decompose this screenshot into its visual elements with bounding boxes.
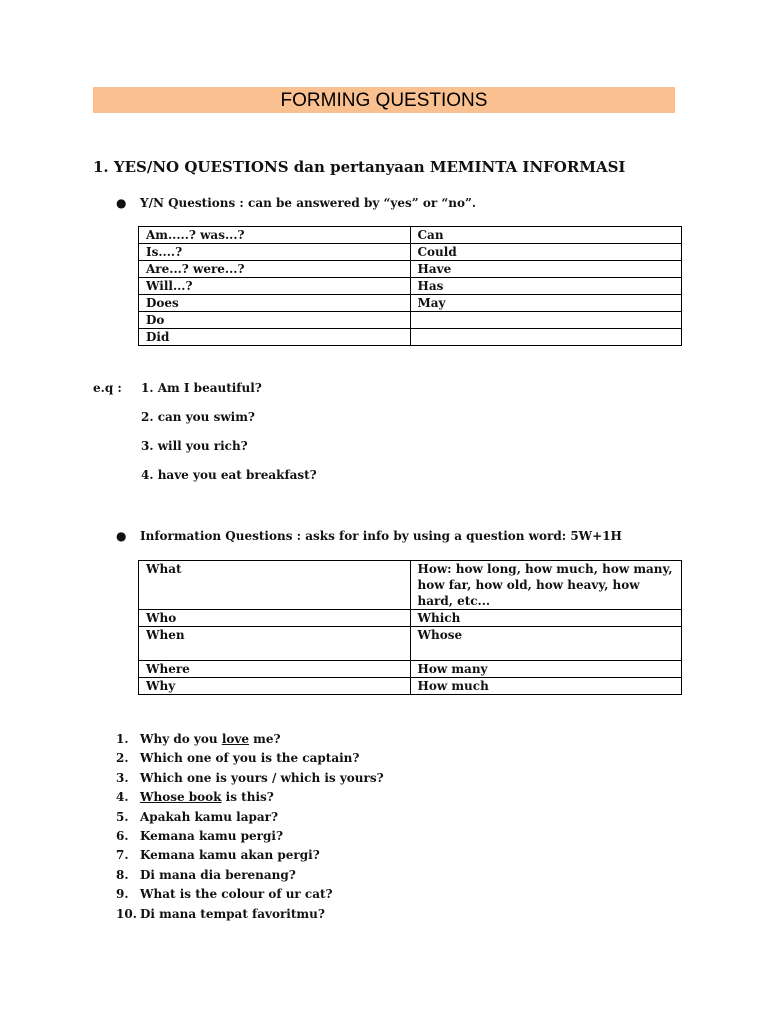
list-item: [116, 846, 384, 865]
table-cell: How many: [410, 661, 682, 678]
table-cell: Are...? were...?: [139, 261, 411, 278]
list-number: 3.: [116, 770, 129, 785]
list-text: Which one of you is the captain?: [140, 751, 360, 766]
list-text: What is the colour of ur cat?: [140, 887, 333, 902]
info-bullet: [116, 529, 622, 543]
table-cell: [410, 329, 682, 346]
list-text: Di mana tempat favoritmu?: [140, 906, 325, 921]
list-text: Why do you: [140, 732, 222, 746]
list-number: 4.: [116, 790, 129, 805]
table-cell: Who: [139, 610, 411, 627]
list-number: 1.: [116, 732, 129, 746]
table-cell: [410, 312, 682, 329]
underlined-text: Whose book: [140, 790, 222, 805]
table-cell: Did: [139, 329, 411, 346]
table-cell: Where: [139, 661, 411, 678]
list-number: 8.: [116, 867, 129, 882]
example-item: 1. Am I beautiful?: [141, 381, 262, 395]
table-row: [139, 678, 682, 695]
list-item: [116, 808, 384, 827]
table-row: [139, 278, 682, 295]
section-heading: 1. YES/NO QUESTIONS dan pertanyaan MEMINTA INFORMASI: [93, 158, 626, 176]
numbered-question-list: [116, 730, 384, 924]
table-cell: When: [139, 627, 411, 661]
list-number: 2.: [116, 751, 129, 766]
example-item: 3. will you rich?: [141, 439, 248, 453]
table-row: [139, 329, 682, 346]
underlined-text: love: [221, 732, 249, 746]
table-cell: May: [410, 295, 682, 312]
list-text: Di mana dia berenang?: [140, 867, 296, 882]
table-row: [139, 610, 682, 627]
table-row: [139, 295, 682, 312]
table-cell: Do: [139, 312, 411, 329]
list-number: 10.: [116, 906, 137, 921]
table-row: [139, 627, 682, 661]
table-row: [139, 227, 682, 244]
list-item: [116, 827, 384, 846]
list-number: 7.: [116, 848, 129, 863]
table-cell: Why: [139, 678, 411, 695]
table-cell: How much: [410, 678, 682, 695]
example-item: 2. can you swim?: [141, 410, 255, 424]
info-bullet-text: Information Questions : asks for info by using a question word: 5W+1H: [140, 529, 622, 543]
table-row: [139, 312, 682, 329]
table-cell: Is....?: [139, 244, 411, 261]
bullet-icon: ●: [116, 529, 127, 543]
list-text: me?: [248, 732, 281, 746]
list-text: is this?: [221, 790, 274, 805]
table-cell: Am.....? was...?: [139, 227, 411, 244]
table-cell: Can: [410, 227, 682, 244]
list-item: [116, 905, 384, 924]
table-cell: Could: [410, 244, 682, 261]
list-item: [116, 730, 384, 749]
table-row: [139, 261, 682, 278]
table-cell: How: how long, how much, how many, how far, how old, how heavy, how hard, etc...: [410, 561, 682, 610]
list-item: [116, 749, 384, 768]
yn-bullet: [116, 196, 476, 210]
example-item: 4. have you eat breakfast?: [141, 468, 317, 482]
table-cell: Which: [410, 610, 682, 627]
table-cell: Whose: [410, 627, 682, 661]
page-title: FORMING QUESTIONS: [93, 87, 675, 113]
table-cell: Have: [410, 261, 682, 278]
list-item: [116, 885, 384, 904]
info-table: [138, 560, 682, 695]
yn-table: [138, 226, 682, 346]
table-row: [139, 661, 682, 678]
list-item: [116, 866, 384, 885]
table-row: [139, 244, 682, 261]
list-text: Kemana kamu pergi?: [140, 828, 283, 843]
list-number: 9.: [116, 887, 129, 902]
list-item: [116, 769, 384, 788]
table-cell: What: [139, 561, 411, 610]
list-text: Which one is yours / which is yours?: [140, 770, 384, 785]
table-cell: Has: [410, 278, 682, 295]
table-row: [139, 561, 682, 610]
list-number: 5.: [116, 809, 129, 824]
table-cell: Will...?: [139, 278, 411, 295]
table-cell: Does: [139, 295, 411, 312]
yn-bullet-text: Y/N Questions : can be answered by “yes” or “no”.: [140, 196, 477, 210]
list-text: Kemana kamu akan pergi?: [140, 848, 320, 863]
eq-label: e.q :: [93, 381, 122, 395]
bullet-icon: ●: [116, 196, 127, 210]
list-text: Apakah kamu lapar?: [140, 809, 279, 824]
list-number: 6.: [116, 828, 129, 843]
list-item: [116, 788, 384, 807]
